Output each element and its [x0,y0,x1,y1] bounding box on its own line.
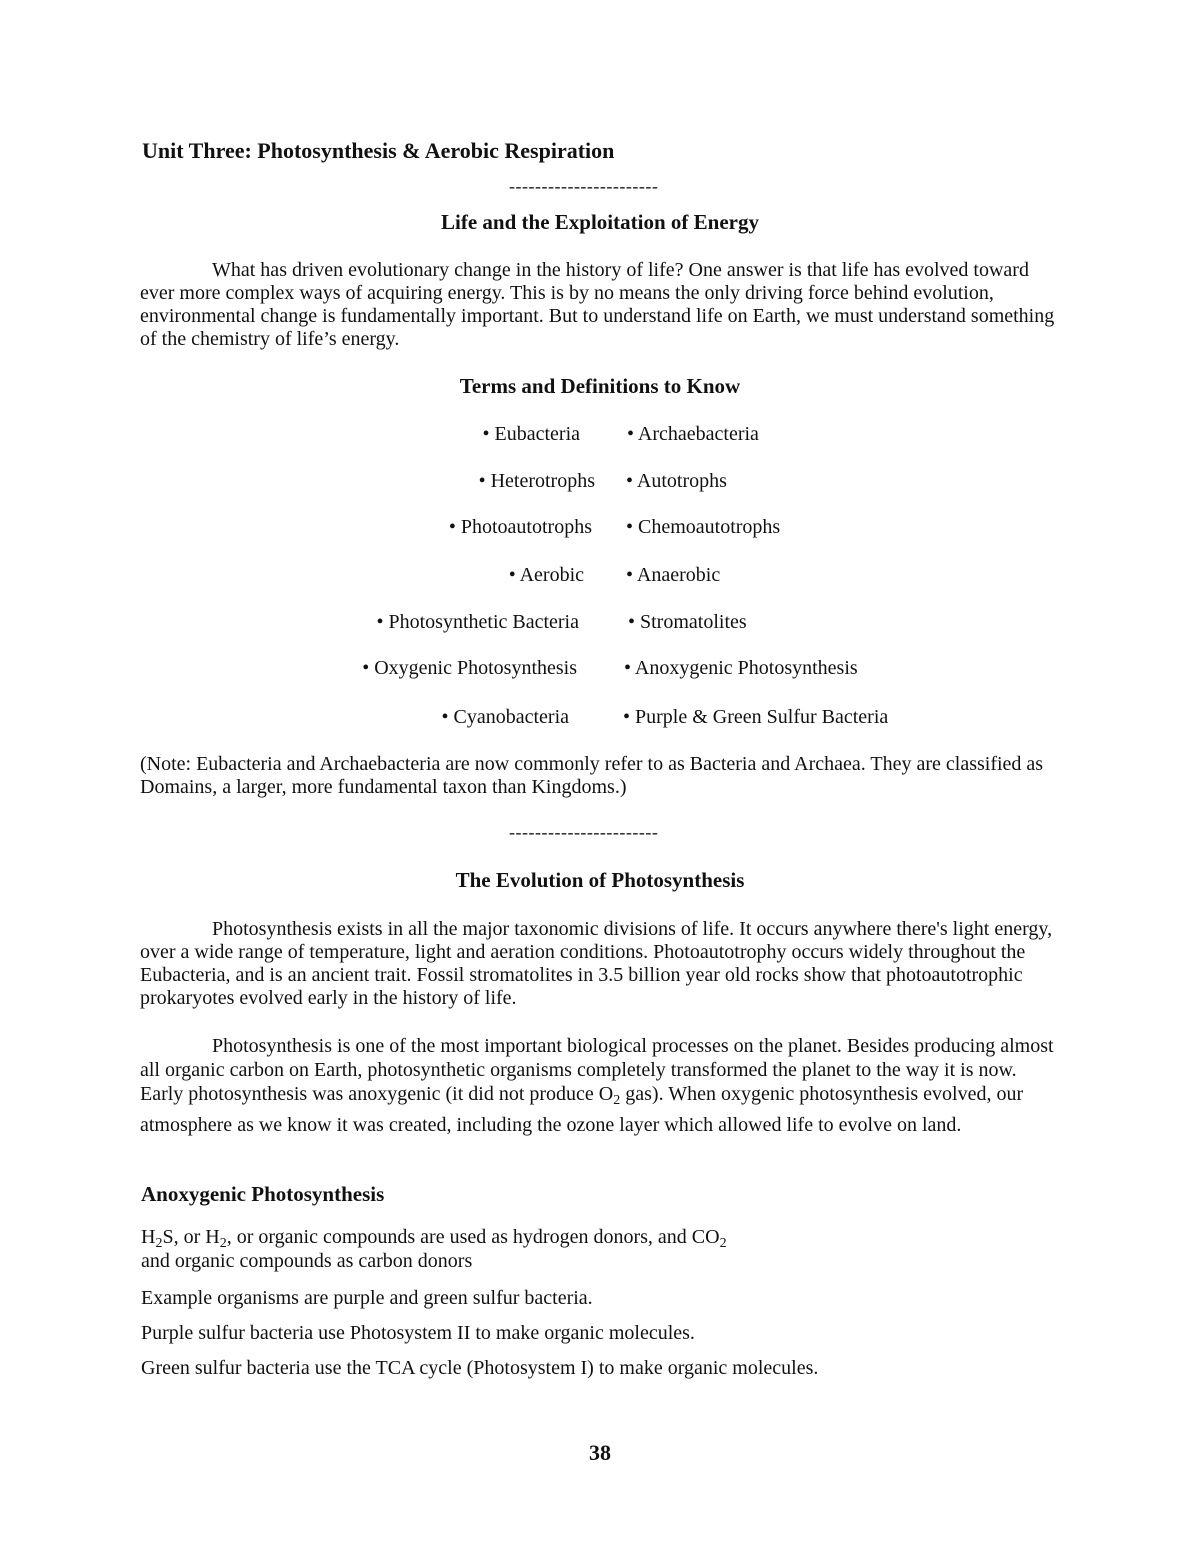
term-oxygenic-photosynthesis: • Oxygenic Photosynthesis [362,657,577,679]
term-cyanobacteria: • Cyanobacteria [441,706,569,728]
terms-heading: Terms and Definitions to Know [459,374,741,398]
donor-text-b: , or organic compounds are used as hydrogen donors, and CO [226,1226,720,1248]
section2-paragraph2-after: gas). When oxygenic photosynthesis evolved, our atmosphere as we know it was created, including the ozone layer which allowed life to evolve on land. [140,1083,1024,1136]
term-photoautotrophs: • Photoautotrophs [448,516,592,538]
term-autotrophs: • Autotrophs [626,470,727,492]
donor-line1 [141,1226,727,1252]
o2-subscript: 2 [613,1093,621,1108]
term-eubacteria: • Eubacteria [482,423,580,445]
term-heterotrophs: • Heterotrophs [478,470,595,492]
term-aerobic: • Aerobic [508,564,584,586]
unit-title: Unit Three: Photosynthesis & Aerobic Respiration [142,138,615,163]
donor-text-a: S, or H [162,1226,220,1248]
donor-line2: and organic compounds as carbon donors [141,1250,473,1272]
term-anaerobic: • Anaerobic [626,564,721,586]
term-stromatolites: • Stromatolites [628,611,747,633]
term-chemoautotrophs: • Chemoautotrophs [626,516,781,538]
term-photosynthetic-bacteria: • Photosynthetic Bacteria [376,611,579,633]
divider-middle: ----------------------- [509,822,659,842]
section3-heading: Anoxygenic Photosynthesis [141,1182,385,1206]
terms-note: (Note: Eubacteria and Archaebacteria are now commonly refer to as Bacteria and Archaea. They are classified as Domains, a larger, more fundamental taxon than Kingdoms.) [140,753,1044,798]
term-anoxygenic-photosynthesis: • Anoxygenic Photosynthesis [624,657,858,679]
green-line: Green sulfur bacteria use the TCA cycle (Photosystem I) to make organic molecules. [141,1357,819,1379]
h-symbol: H [141,1226,156,1248]
h2s-subscript: 2 [155,1236,163,1251]
section2-paragraph2-before: Photosynthesis is one of the most important biological processes on the planet. Besides producing almost all organic carbon on Earth, photosynthetic organisms completely transformed the planet to the way it is now. Early photosynthesis was anoxygenic (it did not produce O [140,1035,1054,1105]
term-purple-green-sulfur-bacteria: • Purple & Green Sulfur Bacteria [623,706,889,728]
co2-subscript: 2 [719,1236,727,1251]
page-number: 38 [589,1440,611,1465]
section2-heading: The Evolution of Photosynthesis [455,868,745,892]
section1-heading: Life and the Exploitation of Energy [441,210,759,234]
section2-paragraph1: Photosynthesis exists in all the major taxonomic divisions of life. It occurs anywhere there's light energy, over a wide range of temperature, light and aeration conditions. Photoautotrophy occurs widely throughout the Eubacteria, and is an ancient trait. Fossil stromatolites in 3.5 billion year old rocks show that photoautotrophic prokaryotes evolved early in the history of life. [140,918,1053,1009]
divider-top: ----------------------- [509,176,659,196]
section2-paragraph2 [140,1034,1060,1137]
purple-line: Purple sulfur bacteria use Photosystem II to make organic molecules. [141,1322,695,1344]
example-line: Example organisms are purple and green sulfur bacteria. [141,1287,593,1309]
term-archaebacteria: • Archaebacteria [627,423,759,445]
h2-subscript: 2 [219,1236,227,1251]
section1-paragraph: What has driven evolutionary change in the history of life? One answer is that life has evolved toward ever more complex ways of acquiring energy. This is by no means the only driving force behind evolution, environmental change is fundamentally important. But to understand life on Earth, we must understand something of the chemistry of life’s energy. [140,259,1055,350]
